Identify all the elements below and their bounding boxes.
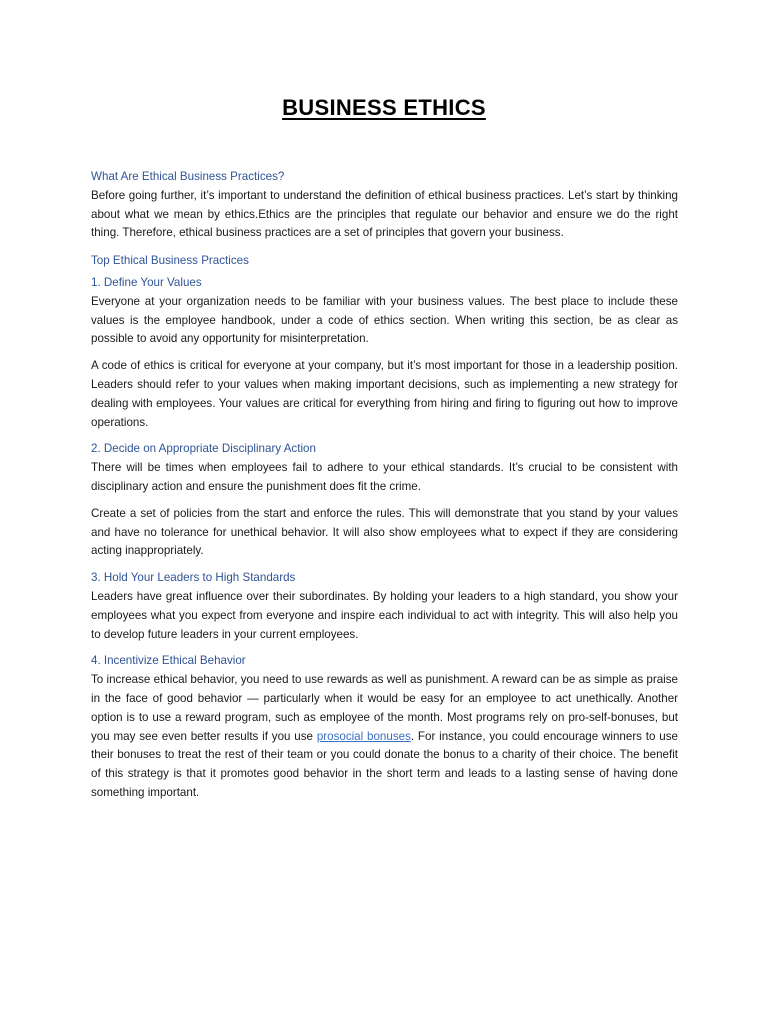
paragraph: Create a set of policies from the start and enforce the rules. This will demonstrate that you stand by your values and have no tolerance for unethical behavior. It will also show employees what to expect if they are considering acting inappropriately. bbox=[91, 506, 678, 558]
section-heading: 1. Define Your Values bbox=[91, 275, 202, 289]
section-heading: 3. Hold Your Leaders to High Standards bbox=[91, 571, 296, 585]
section-define-values bbox=[91, 274, 678, 432]
section-incentivize-behavior bbox=[91, 652, 678, 802]
section-heading: What Are Ethical Business Practices? bbox=[91, 170, 285, 183]
paragraph bbox=[91, 671, 678, 803]
paragraph: Everyone at your organization needs to be familiar with your business values. The best place to include these values is the employee handbook, under a code of ethics section. When writing this section, be as clear as possible to avoid any opportunity for misinterpretation. bbox=[91, 294, 678, 346]
paragraph-text: To increase ethical behavior, you need to use rewards as well as punishment. A reward can be as simple as praise in the face of good behavior — particularly when it would be easy for an employee to act unethically. Another option is to use a reward program, such as employee of the month. Most programs rely on pro-self-bonuses, but you may see even better results if you use bbox=[91, 673, 678, 743]
document-body bbox=[91, 168, 678, 803]
section-disciplinary-action bbox=[91, 440, 678, 561]
document-title-text: BUSINESS ETHICS bbox=[282, 95, 486, 120]
paragraph: Leaders have great influence over their subordinates. By holding your leaders to a high standard, you show your employees what you expect from everyone and inspire each individual to act with integrity. This will also help you to develop future leaders in your current employees. bbox=[91, 589, 678, 641]
section-top-practices bbox=[91, 252, 678, 271]
section-ethical-business-practices bbox=[91, 168, 678, 243]
paragraph: Before going further, it’s important to understand the definition of ethical business practices. Let’s start by thinking about what we mean by ethics.Ethics are the principles that regulate our behavior and ensure we do the right thing. Therefore, ethical business practices are a set of principles that govern your business. bbox=[91, 188, 678, 240]
document-title bbox=[0, 95, 768, 121]
section-heading: 2. Decide on Appropriate Disciplinary Action bbox=[91, 442, 316, 456]
section-leaders-standards bbox=[91, 569, 678, 644]
paragraph: There will be times when employees fail to adhere to your ethical standards. It’s crucial to be consistent with disciplinary action and ensure the punishment does fit the crime. bbox=[91, 461, 678, 493]
paragraph-text: . For instance, you could encourage winners to use their bonuses to treat the rest of their team or you could donate the bonus to a charity of their choice. The benefit of this strategy is that it promotes good behavior in the short term and leads to a lasting sense of having done something important. bbox=[91, 729, 678, 799]
paragraph: A code of ethics is critical for everyone at your company, but it’s most important for those in a leadership position. Leaders should refer to your values when making important decisions, such as implementing a new strategy for dealing with employees. Your values are critical for everything from hiring and firing to figuring out how to improve operations. bbox=[91, 359, 678, 429]
section-heading: 4. Incentivize Ethical Behavior bbox=[91, 654, 246, 668]
prosocial-bonuses-link[interactable]: prosocial bonuses bbox=[316, 729, 411, 743]
section-heading: Top Ethical Business Practices bbox=[91, 254, 249, 268]
